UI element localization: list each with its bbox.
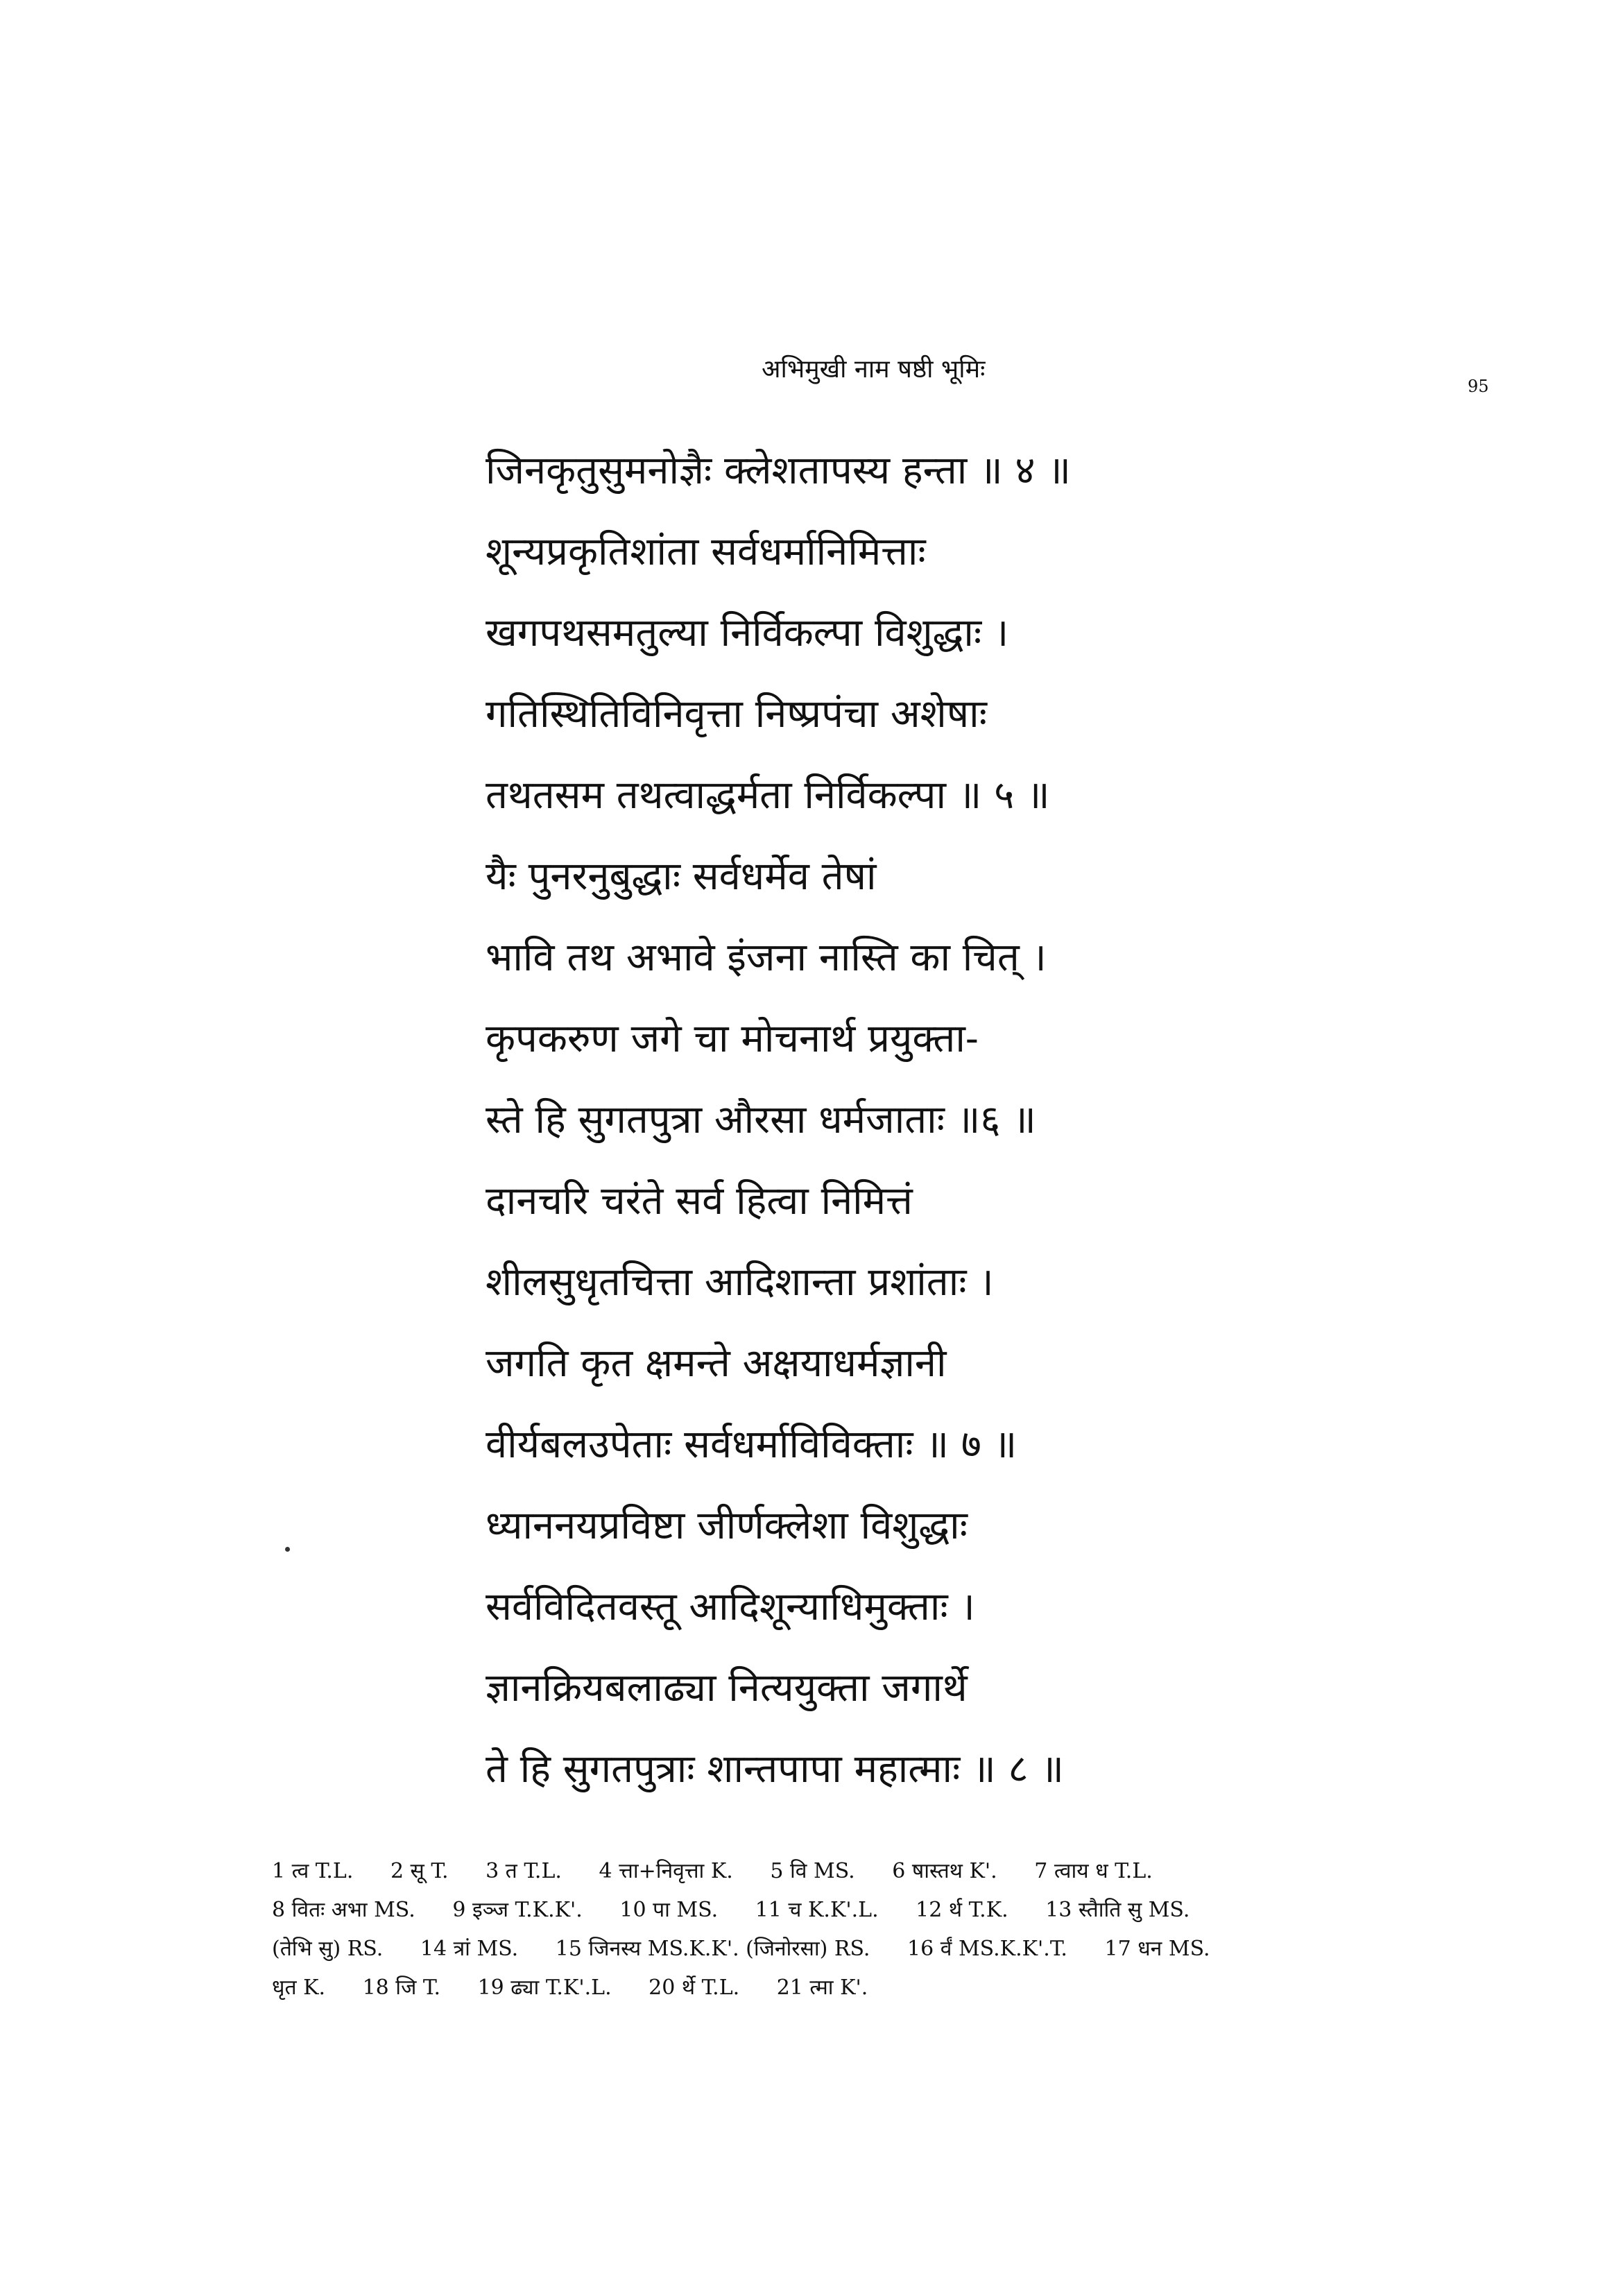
footnote: 17 धन MS.	[1104, 1937, 1210, 1961]
stray-dot	[285, 1547, 290, 1552]
footnote: 9 इञ्ज T.K.K'.	[452, 1898, 583, 1922]
footnote: 7 त्वाय ध T.L.	[1034, 1859, 1153, 1883]
footnote: 10 पा MS.	[619, 1898, 719, 1922]
verse-line: यैः पुनरनुबुद्धाः सर्वधर्मेव तेषां	[486, 854, 877, 899]
verse-line: तथतसम तथत्वाद्धर्मता निर्विकल्पा ॥ ५ ॥	[486, 773, 1050, 818]
footnote: 20 र्थे T.L.	[649, 1976, 740, 2000]
verse-block	[486, 430, 1387, 1810]
footnote-line	[272, 1852, 1465, 1891]
footnote-line	[272, 1969, 1465, 2007]
footnote: 8 वितः अभा MS.	[272, 1898, 415, 1922]
verse-line: जगति कृत क्षमन्ते अक्षयाधर्मज्ञानी	[486, 1341, 947, 1386]
verse-line: वीर्यबलउपेताः सर्वधर्माविविक्ताः ॥ ७ ॥	[486, 1422, 1017, 1467]
footnote: 15 जिनस्य MS.K.K'. (जिनोरसा) RS.	[555, 1937, 870, 1961]
footnote: 1 त्व T.L.	[272, 1859, 354, 1883]
verse-line: ध्याननयप्रविष्टा जीर्णक्लेशा विशुद्धाः	[486, 1503, 968, 1548]
footnotes	[272, 1852, 1465, 2007]
running-title: अभिमुखी नाम षष्ठी भूमिः	[762, 355, 986, 384]
verse-line: खगपथसमतुल्या निर्विकल्पा विशुद्धाः ।	[486, 610, 1009, 656]
footnote: (तेभि सु) RS.	[272, 1937, 384, 1961]
page-number: 95	[1468, 377, 1489, 396]
footnote: 14 त्रां MS.	[420, 1937, 519, 1961]
footnote: 11 च K.K'.L.	[755, 1898, 879, 1922]
footnote: 2 सू T.	[390, 1859, 449, 1883]
verse-line: कृपकरुण जगे चा मोचनार्थ प्रयुक्ता-	[486, 1016, 979, 1061]
footnote: 6 षास्तथ K'.	[892, 1859, 997, 1883]
footnote: 16 र्वं MS.K.K'.T.	[907, 1937, 1067, 1961]
verse-line: जिनकृतुसुमनोज्ञैः क्लेशतापस्य हन्ता ॥ ४ ॥	[486, 448, 1071, 493]
verse-line: भावि तथ अभावे इंजना नास्ति का चित् ।	[486, 935, 1047, 980]
footnote: धृत K.	[272, 1976, 326, 2000]
footnote: 18 जि T.	[362, 1976, 441, 2000]
footnote-line	[272, 1891, 1465, 1930]
footnote: 3 त T.L.	[486, 1859, 562, 1883]
verse-line: शीलसुधृतचित्ता आदिशान्ता प्रशांताः ।	[486, 1260, 994, 1305]
verse-line: ज्ञानक्रियबलाढ्या नित्ययुक्ता जगार्थे	[486, 1665, 968, 1711]
verse-line: स्ते हि सुगतपुत्रा औरसा धर्मजाताः ॥६ ॥	[486, 1097, 1036, 1142]
verse-line: शून्यप्रकृतिशांता सर्वधर्मानिमित्ताः	[486, 529, 926, 574]
footnote: 13 स्तैाति सु MS.	[1045, 1898, 1190, 1922]
footnote-line	[272, 1930, 1465, 1969]
footnote: 19 ढ्या T.K'.L.	[477, 1976, 612, 2000]
verse-line: सर्वविदितवस्तू आदिशून्याधिमुक्ताः ।	[486, 1584, 975, 1629]
verse-line: दानचरि चरंते सर्व हित्वा निमित्तं	[486, 1179, 913, 1224]
footnote: 12 र्थ T.K.	[916, 1898, 1008, 1922]
footnote: 4 त्ता+निवृत्ता K.	[599, 1859, 733, 1883]
footnote: 21 त्मा K'.	[776, 1976, 868, 2000]
verse-line: गतिस्थितिविनिवृत्ता निष्प्रपंचा अशेषाः	[486, 692, 987, 737]
verse-line: ते हि सुगतपुत्राः शान्तपापा महात्माः ॥ ८ ॥	[486, 1747, 1064, 1792]
footnote: 5 वि MS.	[770, 1859, 855, 1883]
